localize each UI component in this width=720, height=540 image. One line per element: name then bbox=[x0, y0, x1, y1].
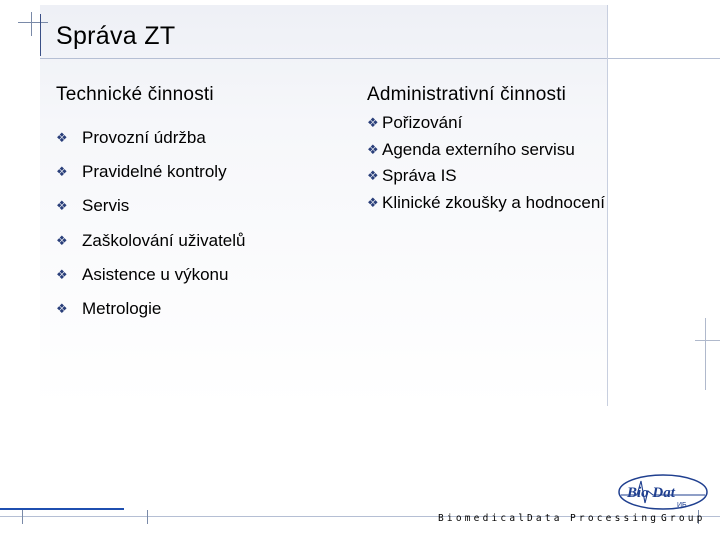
right-crosshair-h bbox=[695, 340, 720, 341]
under-title-rule bbox=[40, 58, 720, 59]
list-item: ❖ Zaškolování uživatelů bbox=[56, 230, 246, 250]
top-left-crosshair-h bbox=[18, 22, 48, 23]
administrative-activities-list bbox=[367, 110, 605, 216]
list-item: ❖ Pořizování bbox=[367, 113, 463, 133]
footer-word: Data bbox=[527, 513, 563, 524]
bottom-left-tick bbox=[22, 510, 23, 524]
list-item: ❖ Klinické zkoušky a hodnocení bbox=[367, 192, 606, 212]
bullet-diamond-icon: ❖ bbox=[56, 164, 68, 180]
footer-word: Group bbox=[661, 513, 706, 524]
bullet-diamond-icon: ❖ bbox=[367, 194, 379, 210]
bullet-diamond-icon: ❖ bbox=[56, 232, 68, 248]
bullet-diamond-icon: ❖ bbox=[56, 266, 68, 282]
list-item: ❖ Agenda externího servisu bbox=[367, 139, 575, 159]
list-item: ❖ Pravidelné kontroly bbox=[56, 162, 227, 182]
bullet-diamond-icon: ❖ bbox=[56, 301, 68, 317]
footer-word: Biomedical bbox=[438, 513, 528, 524]
bottom-mid-tick bbox=[147, 510, 148, 524]
list-item: ❖ Provozní údržba bbox=[56, 128, 206, 148]
right-panel-edge bbox=[607, 5, 608, 406]
technical-activities-list bbox=[56, 121, 245, 326]
slide-title: Správa ZT bbox=[56, 22, 176, 50]
left-column-heading: Technické činnosti bbox=[56, 84, 214, 105]
bottom-left-blue-rule bbox=[0, 508, 124, 510]
logo-sub: ИБ bbox=[677, 502, 687, 509]
logo-wordmark: Bio Dat bbox=[627, 485, 675, 501]
right-column-heading: Administrativní činnosti bbox=[367, 84, 567, 105]
bullet-diamond-icon: ❖ bbox=[367, 115, 379, 131]
bullet-diamond-icon: ❖ bbox=[367, 168, 379, 184]
bullet-diamond-icon: ❖ bbox=[56, 130, 68, 146]
list-item: ❖ Metrologie bbox=[56, 299, 162, 319]
bullet-diamond-icon: ❖ bbox=[56, 198, 68, 214]
list-item: ❖ Správa IS bbox=[367, 166, 457, 186]
right-crosshair-v bbox=[705, 318, 706, 390]
list-item: ❖ Servis bbox=[56, 196, 130, 216]
footer-word: Processing bbox=[570, 513, 660, 524]
top-left-crosshair-v bbox=[31, 12, 32, 36]
left-title-rule bbox=[40, 14, 41, 56]
biodat-logo bbox=[617, 473, 709, 511]
list-item: ❖ Asistence u výkonu bbox=[56, 264, 229, 284]
bullet-diamond-icon: ❖ bbox=[367, 141, 379, 157]
